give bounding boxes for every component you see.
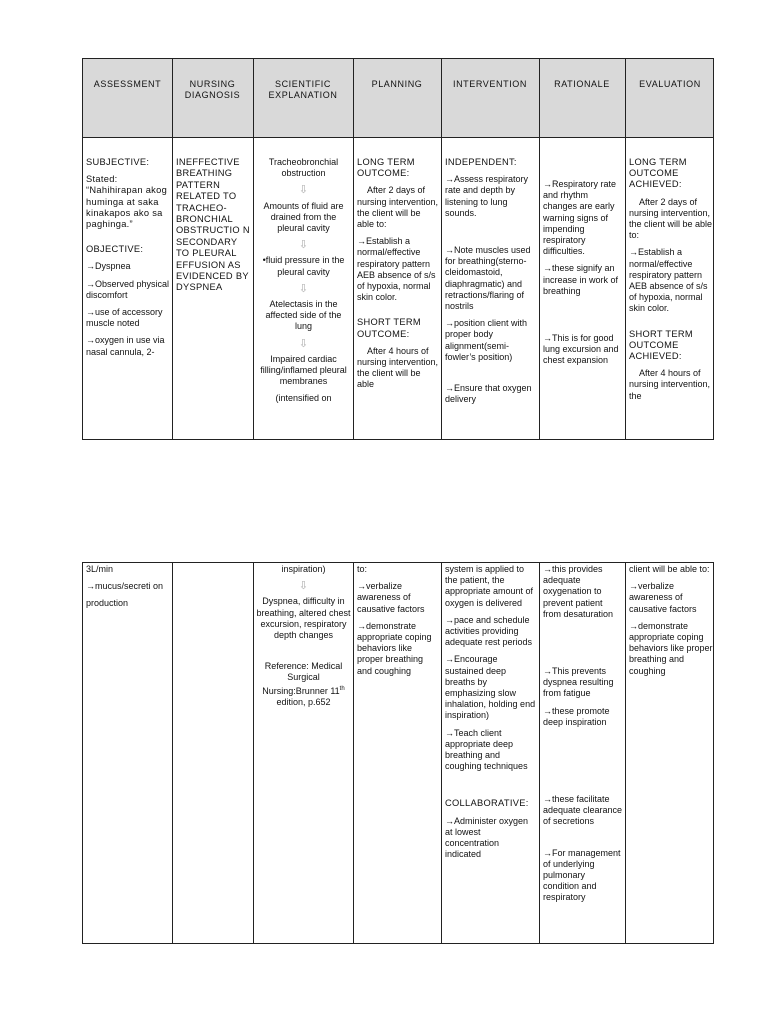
intervention-item: →pace and schedule activities providing adequate rest periods	[445, 614, 533, 648]
planning-cell	[357, 157, 439, 437]
care-plan-table-page-1	[82, 58, 714, 440]
science-item: Impaired cardiac filling/inflamed pleural membranes	[260, 353, 347, 387]
intervention-cell	[445, 157, 537, 437]
evaluation-continuation: client will be able to:	[629, 564, 710, 574]
assessment-item: →Observed physical discomfort	[86, 278, 170, 300]
long-term-achieved-text: After 2 days of nursing intervention, the client will be able to:	[629, 196, 713, 241]
long-term-outcome-item: →Establish a normal/effective respiratory pattern AEB absence of s/s of hypoxia, normal skin color.	[357, 236, 436, 303]
diagnosis-cell	[176, 157, 252, 437]
science-continuation: inspiration)	[281, 564, 326, 574]
intervention-item: →Assess respiratory rate and depth by listening to lung sounds.	[445, 174, 529, 218]
long-term-outcome-title: LONG TERM OUTCOME:	[357, 157, 415, 179]
assessment-item: production	[86, 598, 129, 609]
header-nursing-diagnosis: NURSING DIAGNOSIS	[184, 79, 241, 100]
header-intervention: INTERVENTION	[452, 79, 528, 89]
evaluation-cell	[629, 157, 713, 437]
long-term-achieved-title: LONG TERM OUTCOME ACHIEVED:	[629, 157, 687, 190]
column-divider	[625, 563, 626, 943]
column-divider	[539, 59, 540, 439]
reference-text: Reference: Medical Surgical Nursing:Brunner 11th edition, p.652	[262, 661, 345, 707]
column-divider	[172, 59, 173, 439]
assessment-item: →oxygen in use via nasal cannula, 2-	[86, 335, 165, 357]
header-assessment: ASSESSMENT	[93, 79, 162, 89]
rationale-item: →this provides adequate oxygenation to prevent patient from desaturation	[543, 564, 614, 619]
planning-cell	[357, 564, 439, 941]
column-divider	[353, 563, 354, 943]
evaluation-item: →demonstrate appropriate coping behaviors like proper breathing and coughing	[629, 620, 713, 676]
intervention-item: →Ensure that oxygen delivery	[445, 383, 532, 405]
short-term-outcome-title: SHORT TERM OUTCOME:	[357, 317, 421, 339]
column-divider	[172, 563, 173, 943]
collaborative-label: COLLABORATIVE:	[445, 798, 529, 809]
assessment-item: →use of accessory muscle noted	[86, 307, 163, 329]
intervention-item: →Teach client appropriate deep breathing and coughing techniques	[445, 727, 528, 772]
intervention-cell	[445, 564, 537, 941]
intervention-item: →position client with proper body alignment(semi-fowler’s position)	[445, 318, 528, 362]
diagnosis-text: INEFFECTIVE BREATHING PATTERN RELATED TO TRACHEO-BRONCHIAL OBSTRUCTIO N SECONDARY TO PLEURAL EFFUSION AS EVIDENCED BY DYSPNEA	[176, 157, 250, 293]
science-item: Dyspnea, difficulty in breathing, altered chest excursion, respiratory depth changes	[256, 596, 351, 641]
rationale-item: →these signify an increase in work of breathing	[543, 263, 619, 296]
assessment-cell	[86, 157, 170, 437]
column-divider	[625, 59, 626, 439]
assessment-item: 3L/min	[86, 564, 114, 574]
rationale-cell	[543, 564, 623, 941]
intervention-continuation: system is applied to the patient, the appropriate amount of oxygen is delivered	[445, 564, 534, 608]
science-item: Amounts of fluid are drained from the pleural cavity	[263, 200, 344, 234]
long-term-achieved-item: →Establish a normal/effective respiratory pattern AEB absence of s/s of hypoxia, normal skin color.	[629, 247, 708, 314]
down-arrow-icon: ⇩	[298, 184, 309, 197]
intervention-item: →Encourage sustained deep breaths by emphasizing slow inhalation, holding end inspiration)	[445, 654, 536, 721]
science-item: Atelectasis in the affected side of the lung	[265, 299, 342, 332]
down-arrow-icon: ⇩	[298, 239, 309, 252]
header-scientific-explanation: SCIENTIFIC EXPLANATION	[268, 79, 338, 100]
independent-label: INDEPENDENT:	[445, 157, 517, 167]
down-arrow-icon: ⇩	[298, 337, 309, 350]
down-arrow-icon: ⇩	[298, 282, 309, 295]
science-item: (intensified on	[275, 393, 332, 404]
stated-quote: Stated: “Nahihirapan akog huminga at saka kinakapos ako sa paghinga.”	[86, 174, 168, 230]
short-term-achieved-text: After 4 hours of nursing intervention, the	[629, 368, 711, 401]
science-item: Tracheobronchial obstruction	[268, 157, 339, 179]
rationale-item: →For management of underlying pulmonary condition and respiratory	[543, 847, 621, 903]
long-term-outcome-text: After 2 days of nursing intervention, the client will be able to:	[357, 185, 439, 230]
column-divider	[539, 563, 540, 943]
short-term-achieved-title: SHORT TERM OUTCOME ACHIEVED:	[629, 328, 693, 362]
planning-item: →verbalize awareness of causative factors	[357, 581, 425, 614]
short-term-outcome-text: After 4 hours of nursing intervention, the client will be able	[357, 345, 439, 390]
assessment-item: →Dyspnea	[86, 261, 131, 272]
rationale-item: →these facilitate adequate clearance of secretions	[543, 794, 623, 827]
header-rationale: RATIONALE	[554, 79, 610, 89]
evaluation-cell	[629, 564, 713, 941]
column-divider	[441, 59, 442, 439]
column-divider	[353, 59, 354, 439]
evaluation-item: →verbalize awareness of causative factors	[629, 581, 697, 614]
rationale-cell	[543, 179, 623, 437]
column-divider	[253, 59, 254, 439]
column-divider	[441, 563, 442, 943]
rationale-item: →these promote deep inspiration	[543, 705, 610, 727]
science-cell	[256, 157, 351, 437]
planning-item: →demonstrate appropriate coping behaviors like proper breathing and coughing	[357, 620, 432, 676]
objective-label: OBJECTIVE:	[86, 244, 144, 255]
science-cell	[256, 564, 351, 941]
assessment-item: →mucus/secreti on	[86, 581, 164, 592]
column-divider	[253, 563, 254, 943]
planning-continuation: to:	[357, 564, 368, 574]
rationale-item: →This prevents dyspnea resulting from fatigue	[543, 666, 614, 699]
header-evaluation: EVALUATION	[639, 79, 701, 89]
science-item: •fluid pressure in the pleural cavity	[262, 255, 345, 277]
intervention-item: →Note muscles used for breathing(sterno-cleidomastoid, diaphragmatic) and retractions/flaring of nostrils	[445, 245, 531, 312]
rationale-item: →Respiratory rate and rhythm changes are early warning signs of impending respiratory difficulties.	[543, 179, 617, 257]
down-arrow-icon: ⇩	[298, 580, 309, 593]
header-planning: PLANNING	[371, 79, 423, 89]
rationale-item: →This is for good lung excursion and chest expansion	[543, 333, 619, 366]
collaborative-item: →Administer oxygen at lowest concentration indicated	[445, 815, 529, 860]
care-plan-table-page-2	[82, 562, 714, 944]
assessment-cell	[86, 564, 170, 941]
subjective-label: SUBJECTIVE:	[86, 157, 150, 167]
